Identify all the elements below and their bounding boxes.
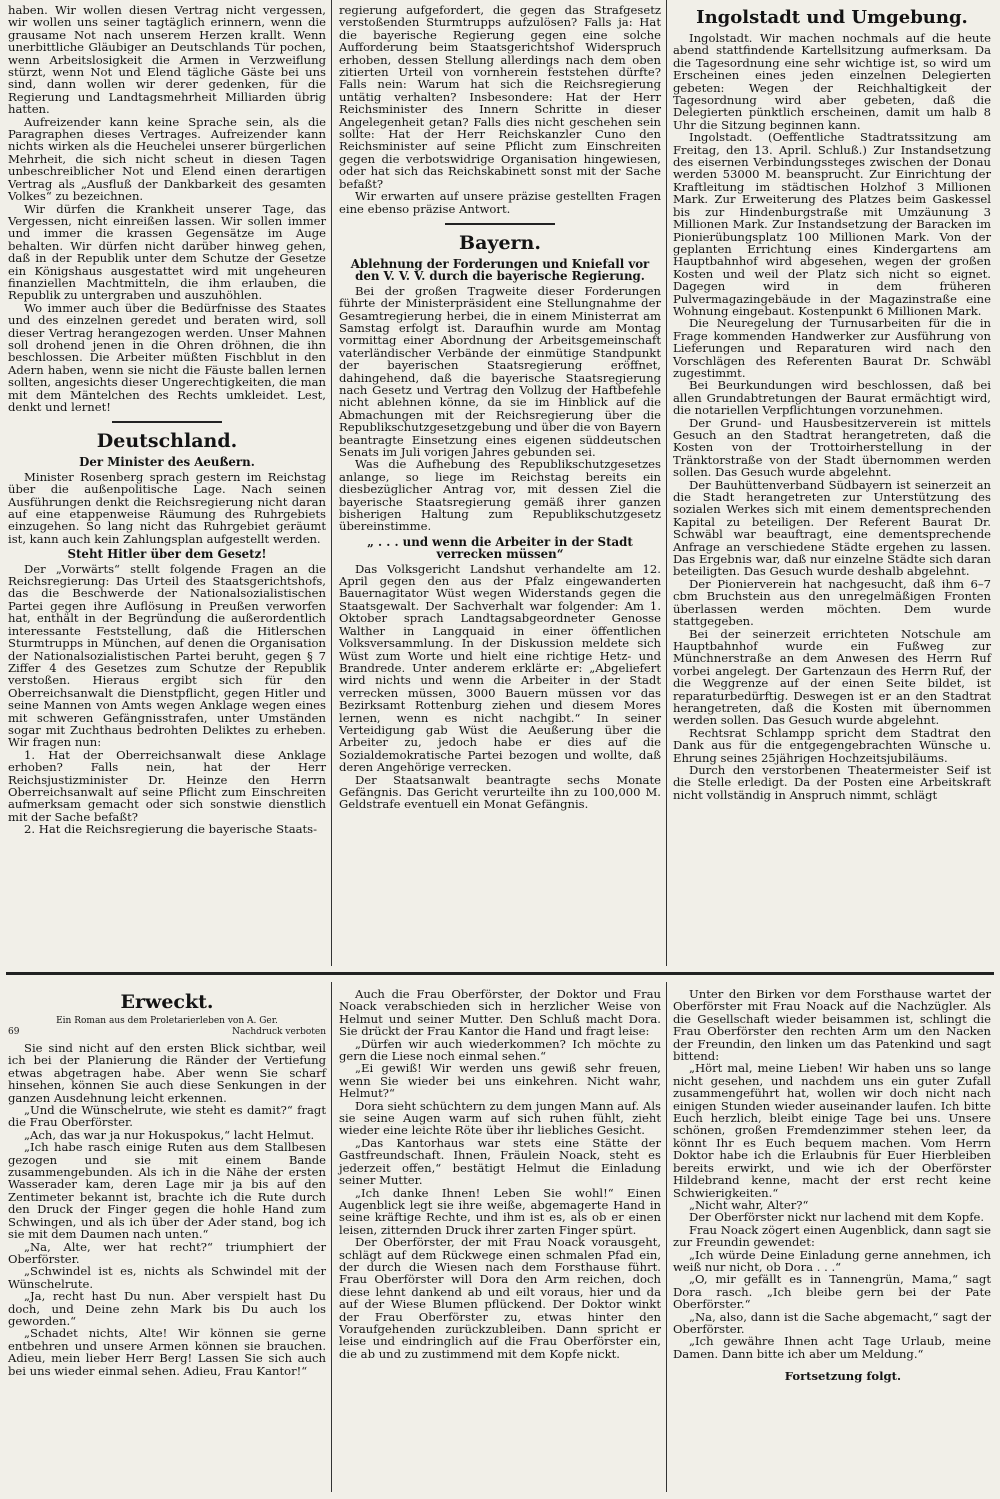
paragraph: Wo immer auch über die Bedürfnisse des Staates und des einzelnen geredet und beraten wird, soll dieser Vertrag herangezogen werden. Unser Mahnen soll drohend jenen in die Ohren dröhnen, die ihn beschlossen. Die Arbeiter müßten Fischblut in den Adern haben, wenn sie nicht die Fäuste ballen lernen sollten, angesichts dieser Ungerechtigkeiten, die man mit dem Mäntelchen des Rechts umkleidet. Lest, denkt und lernet! — [8, 300, 326, 414]
paragraph: Der Oberförster, der mit Frau Noack vorausgeht, schlägt auf dem Rückwege einen schmalen Pfad ein, der durch die Wiesen nach dem Forsthause führt. Frau Oberförster will Dora den Arm reichen, doch diese lehnt dankend ab und eilt voraus, hier und da auf der Wiese Blumen pflückend. Der Doktor winkt der Frau Oberförster zu, etwas hinter den Voraufgehenden zurückzubleiben. Dann spricht er leise und eindringlich auf die Frau Oberförster ein, die ab und zu zustimmend mit dem Kopfe nickt. — [339, 1235, 661, 1361]
article-subheading: Der Minister des Aeußern. — [79, 455, 255, 470]
paragraph: Auch die Frau Oberförster, der Doktor und Frau Noack verabschieden sich in herzlicher Weise von Helmut und seiner Mutter. Den Schluß macht Dora. Sie drückt der Frau Kantor die Hand und fragt leise: — [339, 987, 661, 1039]
paragraph: Sie sind nicht auf den ersten Blick sichtbar, weil ich bei der Planierung die Ränder der Vertiefung etwas abgetragen habe. Aber wenn Sie scharf hinsehen, können Sie auch diese Senkungen in der ganzen Ausdehnung leicht erkennen. — [8, 1041, 326, 1105]
paragraph: „Dürfen wir auch wiederkommen? Ich möchte zu gern die Liese noch einmal sehen.“ — [339, 1036, 661, 1064]
section-heading-deutschland: Deutschland. — [96, 430, 238, 453]
paragraph: „O, mir gefällt es in Tannengrün, Mama,“ sagt Dora rasch. „Ich bleibe gern bei der Pate Oberförster.“ — [673, 1272, 991, 1312]
paragraph: Ingolstadt. (Oeffentliche Stadtratssitzung am Freitag, den 13. April. Schluß.) Zur Instandsetzung des eisernen Verbindungssteges zwischen der Donau werden 53000 M. beansprucht. Zur Einrichtung der Kraftleitung im städtischen Holzhof 3 Millionen Mark. Zur Erweiterung des Platzes beim Gaskessel bis zur Hindenburgstraße mit Umzäunung 3 Millionen Mark. Zur Instandsetzung der Baracken im Pionierübungsplatz 100 Millionen Mark. Von der geplanten Errichtung eines Kindergartens am Hauptbahnhof wird abgesehen, wegen der großen Kosten und weil der Platz sich nicht so eignet. Dagegen wird in dem früheren Pulvermagazingebäude in der Magazinstraße eine Wohnung eingebaut. Kostenpunkt 6 Millionen Mark. — [673, 130, 991, 318]
paragraph: Bei Beurkundungen wird beschlossen, daß bei allen Grundabtretungen der Baurat ermächtigt wird, die notariellen Verpflichtungen vorzunehmen. — [673, 378, 991, 418]
paragraph: Unter den Birken vor dem Forsthause wartet der Oberförster mit Frau Noack auf die Nachzügler. Als die Gesellschaft wieder beisammen ist, schlingt die Frau Oberförster den rechten Arm um den Nacken der Freundin, den linken um das Patenkind und sagt bittend: — [673, 987, 991, 1064]
intro-paragraphs — [8, 4, 326, 413]
paragraph: „Das Kantorhaus war stets eine Stätte der Gastfreundschaft. Ihnen, Fräulein Noack, steht es jederzeit offen,“ bestätigt Helmut die Einladung seiner Mutter. — [339, 1135, 661, 1188]
column-3 — [673, 4, 991, 801]
paragraph: Bei der seinerzeit errichteten Notschule am Hauptbahnhof wurde ein Fußweg zur Münchnerstraße an dem Anwesen des Herrn Ruf vorbei angelegt. Der Gartenzaun des Herrn Ruf, der die Weggrenze auf der einen Seite bildet, ist reparaturbedürftig. Deswegen ist er an den Stadtrat herangetreten, daß die Kosten mit übernommen werden sollen. Das Gesuch wurde abgelehnt. — [673, 626, 991, 728]
paragraph: Dora sieht schüchtern zu dem jungen Mann auf. Als sie seine Augen warm auf sich ruhen fühlt, zieht wieder eine leichte Röte über ihr liebliches Gesicht. — [339, 1098, 661, 1138]
section-divider — [112, 421, 222, 423]
article-subheading: „ . . . und wenn die Arbeiter in der Stadt verrecken müssen“ — [367, 534, 633, 562]
paragraph: Der „Vorwärts“ stellt folgende Fragen an die Reichsregierung: Das Urteil des Staatsgerichtshofs, das die Beschwerde der Nationalsozialistischen Partei gegen ihre Auflösung in Preußen verworfen hat, enthält in der Begründung die außerordentlich interessante Feststellung, daß die Hitlerschen Sturmtrupps in München, auf denen die Organisation der Nationalsozialistischen Partei beruht, gegen § 7 Ziffer 4 des Gesetzes zum Schutze der Republik verstoßen. Hieraus ergibt sich für den Oberreichsanwalt die Dienstpflicht, gegen Hitler und seine Mannen von Amts wegen Anklage wegen eines mit schweren Gefängnisstrafen, unter Umständen sogar mit Zuchthaus bedrohten Deliktes zu erheben. Wir fragen nun: — [8, 561, 326, 750]
serial-meta — [8, 1027, 326, 1038]
feuilleton-rule — [6, 972, 994, 975]
paragraph: „Hört mal, meine Lieben! Wir haben uns so lange nicht gesehen, und nachdem uns ein guter Zufall zusammengeführt hat, wollen wir doch nicht nach einigen Stunden wieder auseinander laufen. Ich bitte Euch herzlich, bleibt einige Tage bei uns. Unsere schönen, großen Fremdenzimmer stehen leer, da könnt Ihr es Euch bequem machen. Vom Herrn Doktor habe ich die Erlaubnis für Euer Hierbleiben bereits erwirkt, und wie ich der Oberförster Hildebrand kenne, macht der erst recht keine Schwierigkeiten.“ — [673, 1061, 991, 1200]
serial-column-2 — [339, 988, 661, 1360]
paragraph: Der Grund- und Hausbesitzerverein ist mittels Gesuch an den Stadtrat herangetreten, daß die Kosten von der Trottoirherstellung in der Tränktorstraße von der Stadt übernommen werden sollen. Das Gesuch wurde abgelehnt. — [673, 415, 991, 480]
serial-column-3 — [673, 988, 991, 1383]
paragraph: „Ich danke Ihnen! Leben Sie wohl!“ Einen Augenblick legt sie ihre weiße, abgemagerte Hand in seine kräftige Rechte, und ihm ist es, als ob er einen leisen, zitternden Druck ihrer zarten Finger spürt. — [339, 1185, 661, 1237]
section-divider — [445, 223, 555, 225]
paragraph: regierung aufgefordert, die gegen das Strafgesetz verstoßenden Sturmtrupps aufzulösen? Falls ja: Hat die bayerische Regierung gegen eine solche Aufforderung beim Staatsgerichtshof Widerspruch erhoben, dessen Stellung allerdings nach dem oben zitierten Urteil von vornherein feststehen dürfte? Falls nein: Warum hat sich die Reichsregierung untätig verhalten? Insbesondere: Hat der Herr Reichsminister des Innern Schritte in dieser Angelegenheit getan? Falls dies nicht geschehen sein sollte: Hat der Herr Reichskanzler Cuno den Reichsminister auf seine Pflicht zum Einschreiten gegen die verbotswidrige Organisation hingewiesen, oder hat sich das Reichskabinett sonst mit der Sache befaßt? — [339, 3, 661, 191]
paragraph: Der Staatsanwalt beantragte sechs Monate Gefängnis. Das Gericht verurteilte ihn zu 100,000 M. Geldstrafe eventuell ein Monat Gefängnis. — [339, 772, 661, 812]
column-rule — [666, 982, 667, 1492]
paragraph: „Schwindel ist es, nichts als Schwindel mit der Wünschelrute. — [8, 1264, 326, 1291]
section-heading-ingolstadt: Ingolstadt und Umgebung. — [696, 7, 968, 28]
paragraph: Rechtsrat Schlampp spricht dem Stadtrat den Dank aus für die entgegengebrachten Wünsche u. Ehrung seines 25jährigen Hochzeitsjubiläums. — [673, 725, 991, 765]
paragraph: Bei der großen Tragweite dieser Forderungen führte der Ministerpräsident eine Stellungnahme der Gesamtregierung herbei, die in einem Ministerrat am Samstag erfolgt ist. Daraufhin wurde am Montag vormittag einer Abordnung der Arbeitsgemeinschaft vaterländischer Verbände der einmütige Standpunkt der bayerischen Staatsregierung eröffnet, dahingehend, daß die bayerische Staatsregierung nach Gesetz und Vertrag den Vollzug der Haftbefehle nicht ablehnen könne, da sie im Hinblick auf die Abmachungen mit der Reichsregierung über die Republikschutzgesetzgebung und über die von Bayern beantragte Einsetzung eines eigenen süddeutschen Senats im Juli vorigen Jahres gebunden sei. — [339, 283, 661, 459]
paragraph: Aufreizender kann keine Sprache sein, als die Paragraphen dieses Vertrages. Aufreizender kann nichts wirken als die Heuchelei unserer bürgerlichen Mehrheit, die sich nicht scheut in diesen Tagen unbeschreiblicher Not und Elend einen derartigen Vertrag als „Ausfluß der Dankbarkeit des gesamten Volkes“ zu bezeichnen. — [8, 114, 326, 204]
serial-title: Erweckt. — [120, 991, 214, 1013]
column-2 — [339, 4, 661, 811]
paragraph: „Ich gewähre Ihnen acht Tage Urlaub, meine Damen. Dann bitte ich aber um Meldung.“ — [673, 1334, 991, 1361]
paragraph: Wir erwarten auf unsere präzise gestellten Fragen eine ebenso präzise Antwort. — [339, 189, 661, 216]
paragraph: „Ei gewiß! Wir werden uns gewiß sehr freuen, wenn Sie wieder bei uns einkehren. Nicht wahr, Helmut?“ — [339, 1061, 661, 1101]
serial-subtitle: Ein Roman aus dem Proletarierleben von A. Ger. — [56, 1016, 278, 1026]
paragraph: Wir dürfen die Krankheit unserer Tage, das Vergessen, nicht einreißen lassen. Wir sollen immer und immer die krassen Gegensätze im Auge behalten. Wir dürfen nicht darüber hinweg gehen, daß in der Republik unter dem Schutze der Gesetze ein Königshaus ausgestattet wird mit ungeheuren finanziellen Machtmitteln, die ihm erlauben, die Republik zu untergraben und auszuhöhlen. — [8, 201, 326, 303]
paragraph: „Na, also, dann ist die Sache abgemacht,“ sagt der Oberförster. — [673, 1309, 991, 1336]
paragraph: Durch den verstorbenen Theatermeister Seif ist die Stelle erledigt. Da der Posten eine Arbeitskraft nicht vollständig in Anspruch nimmt, schlägt — [673, 762, 991, 802]
paragraph: „Ich habe rasch einige Ruten aus dem Stallbesen gezogen und sie mit einem Bande zusammengebunden. Als ich in die Nähe der ersten Wasserader kam, deren Lage mir ja bis auf den Zentimeter bekannt ist, brachte ich die Rute durch den Druck der Finger gegen die hohle Hand zum Schwingen, und als ich über der Ader stand, bog ich sie mit dem Daumen nach unten.“ — [8, 1140, 326, 1242]
paragraph: „Und die Wünschelrute, wie steht es damit?“ fragt die Frau Oberförster. — [8, 1103, 326, 1130]
column-rule — [666, 0, 667, 966]
paragraph: „Ach, das war ja nur Hokuspokus,“ lacht Helmut. — [24, 1127, 315, 1142]
paragraph: „Ich würde Deine Einladung gerne annehmen, ich weiß nur nicht, ob Dora . . .“ — [673, 1247, 991, 1274]
paragraph: Frau Noack zögert einen Augenblick, dann sagt sie zur Freundin gewendet: — [673, 1222, 991, 1250]
paragraph: Der Pionierverein hat nachgesucht, daß ihm 6–7 cbm Bruchstein aus den unregelmäßigen Fronten überlassen werden möchten. Dem wurde stattgegeben. — [673, 576, 991, 629]
paragraph: Minister Rosenberg sprach gestern im Reichstag über die außenpolitische Lage. Nach seinen Ausführungen denkt die Reichsregierung nicht daran auf eine etappenweise Räumung des Ruhrgebiets einzugehen. So lang nicht das Ruhrgebiet geräumt ist, kann auch kein Zahlungsplan aufgestellt werden. — [8, 469, 326, 546]
article-subheading: Steht Hitler über dem Gesetz! — [67, 547, 267, 562]
paragraph: 1. Hat der Oberreichsanwalt diese Anklage erhoben? Falls nein, hat der Herr Reichsjustizminister Dr. Heinze den Herrn Oberreichsanwalt auf seine Pflicht zum Einschreiten aufmerksam gemacht oder sich sonstwie dienstlich mit der Sache befaßt? — [8, 747, 326, 824]
paragraph: Die Neuregelung der Turnusarbeiten für die in Frage kommenden Handwerker zur Ausführung von Lieferungen und Reparaturen wird nach den Vorschlägen des Referenten Baurat Dr. Schwäbl zugestimmt. — [673, 316, 991, 380]
paragraph: „Nicht wahr, Alter?“ — [689, 1197, 809, 1212]
paragraph: „Schadet nichts, Alte! Wir können sie gerne entbehren und unsere Armen können sie brauchen. Adieu, mein lieber Herr Berg! Lassen Sie sich auch bei uns wieder einmal sehen. Adieu, Frau Kantor!“ — [8, 1326, 326, 1378]
paragraph: „Na, Alte, wer hat recht?“ triumphiert der Oberförster. — [8, 1239, 326, 1266]
paragraph: „Ja, recht hast Du nun. Aber verspielt hast Du doch, und Deine zehn Mark bis Du auch los geworden.“ — [8, 1289, 326, 1328]
installment-number: 69 — [8, 1027, 20, 1037]
paragraph: Der Oberförster nickt nur lachend mit dem Kopfe. — [689, 1210, 985, 1225]
paragraph: haben. Wir wollen diesen Vertrag nicht vergessen, wir wollen uns seiner tagtäglich erinnern, wenn die grausame Not nach unserem Herzen krallt. Wenn unerbittliche Gläubiger an Deutschlands Tür pochen, wenn Arbeitslosigkeit die Armen in Verzweiflung stürzt, wenn Not und Elend tägliche Gäste bei uns sind, dann wollen wir derer gedenken, für die Regierung und Landtagsmehrheit Milliarden übrig hatten. — [8, 3, 326, 117]
paragraph: Der Bauhüttenverband Südbayern ist seinerzeit an die Stadt herangetreten zur Unterstützung des sozialen Werkes sich mit einem dementsprechenden Kapital zu beteiligen. Der Referent Baurat Dr. Schwäbl war beauftragt, eine dementsprechende Anfrage an verschiedene Städte ergehen zu lassen. Das Ergebnis war, daß nur einzelne Städte sich daran beteiligten. Das Gesuch wurde deshalb abgelehnt. — [673, 477, 991, 579]
column-1 — [8, 4, 326, 836]
continuation-note: Fortsetzung folgt. — [784, 1369, 901, 1384]
paragraph: Ingolstadt. Wir machen nochmals auf die heute abend stattfindende Kartellsitzung aufmerksam. Da die Tagesordnung eine sehr wichtige ist, so wird um Erscheinen eines jeden einzelnen Delegierten gebeten: Wegen der Reichhaltigkeit der Tagesordnung wird aber gebeten, daß die Delegierten pünktlich erscheinen, damit um halb 8 Uhr die Sitzung beginnen kann. — [673, 31, 991, 132]
article-subheading: Ablehnung der Forderungen und Kniefall vor den V. V. V. durch die bayerische Regierung. — [350, 256, 650, 284]
serial-column-1 — [8, 988, 326, 1377]
reprint-notice: Nachdruck verboten — [232, 1027, 326, 1037]
column-rule — [331, 0, 332, 966]
column-rule — [331, 982, 332, 1492]
paragraph: Was die Aufhebung des Republikschutzgesetzes anlange, so liege im Reichstag bereits ein diesbezüglicher Antrag vor, mit dessen Ziel die bayerische Staatsregierung gemäß ihrer ganzen bisherigen Haltung zum Republikschutzgesetz übereinstimme. — [339, 457, 661, 534]
section-heading-bayern: Bayern. — [459, 231, 541, 254]
paragraph: Das Volksgericht Landshut verhandelte am 12. April gegen den aus der Pfalz eingewanderten Bauernagitator Wüst wegen Widerstands gegen die Staatsgewalt. Der Sachverhalt war folgender: Am 1. Oktober sprach Landtagsabgeordneter Genosse Walther in Langquaid in einer öffentlichen Volksversammlung. In der Diskussion meldete sich Wüst zum Worte und hielt eine richtige Hetz- und Brandrede. Unter anderem erklärte er: „Abgeliefert wird nichts und wenn die Arbeiter in der Stadt verrecken müssen, 3000 Bauern müssen vor das Bezirksamt Rottenburg ziehen und diesem Mores lernen, wenn es nicht nachgibt.“ In seiner Verteidigung gab Wüst die Aeußerung über die Arbeiter zu, jedoch habe er dies auf die Sozialdemokratische Partei bezogen und wollte, daß deren Angehörige verrecken. — [339, 561, 661, 775]
paragraph: 2. Hat die Reichsregierung die bayerische Staats- — [24, 822, 318, 837]
